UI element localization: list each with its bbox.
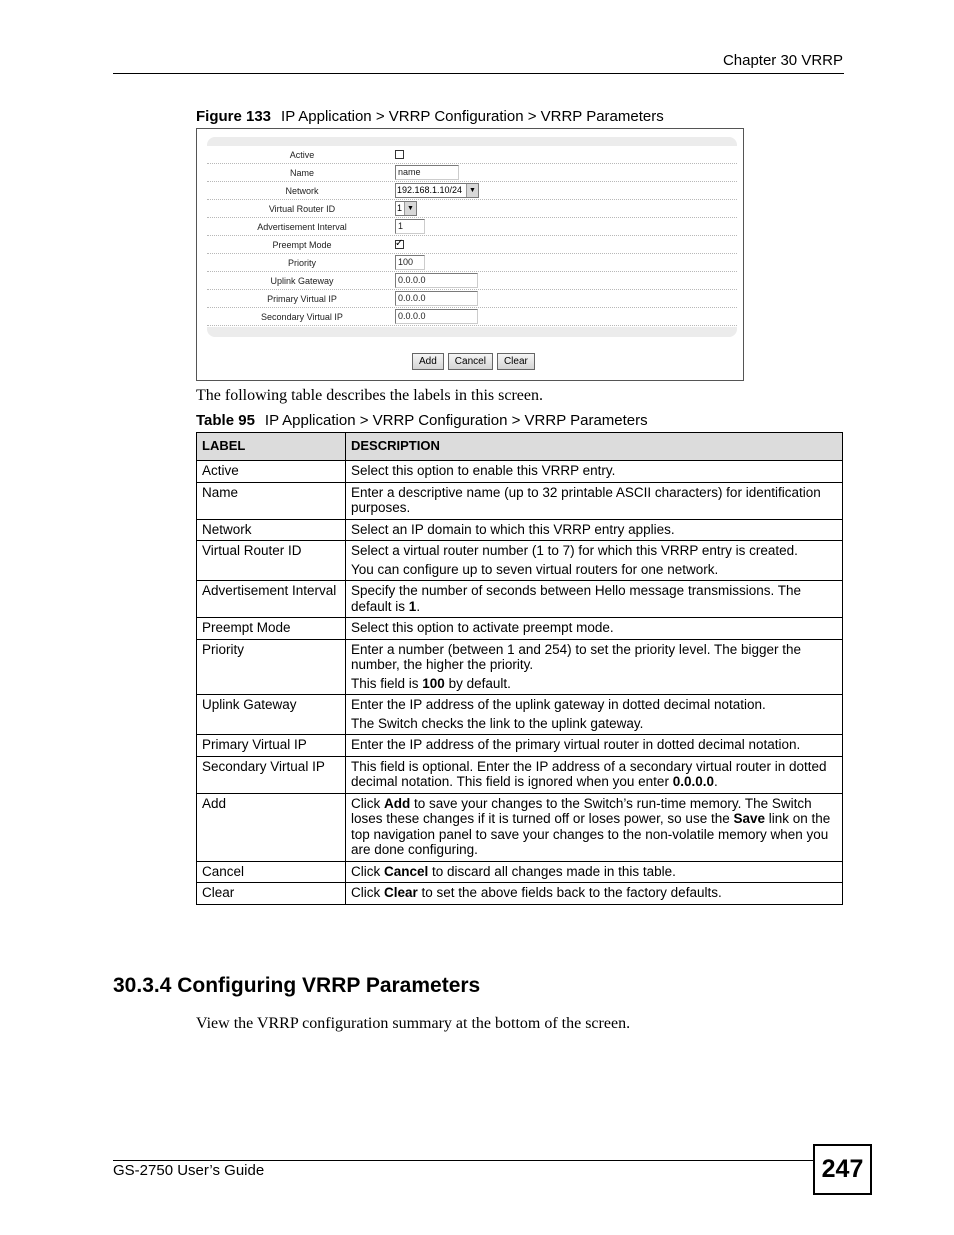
vrid-select[interactable] bbox=[395, 201, 417, 216]
desc-text: link on the top navigation panel to save your changes to the non-volatile memory when you are done configuring. bbox=[351, 811, 831, 857]
row-description: Select this option to activate preempt mode. bbox=[346, 618, 843, 640]
row-name bbox=[207, 164, 737, 182]
row-adv-interval bbox=[207, 218, 737, 236]
desc-text: . bbox=[713, 774, 718, 789]
page-number: 247 bbox=[813, 1144, 872, 1195]
row-description: Enter the IP address of the primary virtual router in dotted decimal notation. bbox=[346, 735, 843, 757]
row-label: Secondary Virtual IP bbox=[197, 756, 346, 793]
desc-text: Click bbox=[351, 885, 384, 900]
table-caption bbox=[196, 412, 648, 429]
row-label: Primary Virtual IP bbox=[197, 735, 346, 757]
desc-line: The Switch checks the link to the uplink gateway. bbox=[351, 715, 644, 731]
clear-button[interactable]: Clear bbox=[497, 353, 535, 370]
desc-text: Click bbox=[351, 795, 384, 811]
desc-text: This field is optional. Enter the IP address of a secondary virtual router in dotted decimal notation. This field is ignored when you enter bbox=[351, 758, 827, 789]
form-panel bbox=[207, 137, 737, 337]
desc-bold: Cancel bbox=[384, 863, 429, 879]
section-body: View the VRRP configuration summary at the bottom of the screen. bbox=[196, 1015, 631, 1032]
priority-input[interactable]: 100 bbox=[395, 255, 425, 270]
row-label: Name bbox=[197, 482, 346, 519]
desc-line: Enter the IP address of the uplink gateway in dotted decimal notation. bbox=[351, 697, 766, 712]
name-input[interactable]: name bbox=[395, 165, 459, 180]
vrid-label: Virtual Router ID bbox=[268, 204, 336, 214]
footer-rule bbox=[113, 1160, 813, 1161]
desc-bold: Add bbox=[384, 795, 411, 811]
row-label: Active bbox=[197, 461, 346, 483]
row-label: Advertisement Interval bbox=[197, 581, 346, 618]
adv-interval-input[interactable]: 1 bbox=[395, 219, 425, 234]
desc-line: You can configure up to seven virtual routers for one network. bbox=[351, 561, 719, 577]
row-description bbox=[346, 793, 843, 861]
table-row bbox=[197, 793, 843, 861]
desc-line: Enter a number (between 1 and 254) to set the priority level. The bigger the number, the higher the priority. bbox=[351, 641, 802, 672]
row-label: Network bbox=[197, 519, 346, 541]
row-active bbox=[207, 146, 737, 164]
desc-text: to set the above fields back to the factory defaults. bbox=[417, 885, 722, 900]
row-description bbox=[346, 861, 843, 883]
row-description bbox=[346, 541, 843, 581]
row-description bbox=[346, 883, 843, 905]
primary-vip-input[interactable]: 0.0.0.0 bbox=[395, 291, 478, 306]
desc-text: Click bbox=[351, 863, 384, 879]
row-priority bbox=[207, 254, 737, 272]
figure-caption bbox=[196, 108, 664, 125]
desc-bold: Clear bbox=[384, 885, 418, 900]
desc-bold: Save bbox=[733, 811, 766, 826]
row-label: Uplink Gateway bbox=[197, 695, 346, 735]
table-row bbox=[197, 482, 843, 519]
uplink-label: Uplink Gateway bbox=[270, 276, 334, 286]
chevron-down-icon: ▼ bbox=[466, 184, 478, 197]
adv-interval-label: Advertisement Interval bbox=[257, 222, 347, 232]
secondary-vip-input[interactable]: 0.0.0.0 bbox=[395, 309, 478, 324]
table-row bbox=[197, 735, 843, 757]
name-label: Name bbox=[289, 168, 314, 178]
intro-text: The following table describes the labels in this screen. bbox=[196, 387, 544, 404]
row-description bbox=[346, 639, 843, 695]
uplink-input[interactable]: 0.0.0.0 bbox=[395, 273, 478, 288]
primary-vip-label: Primary Virtual IP bbox=[267, 294, 337, 304]
table-row bbox=[197, 461, 843, 483]
row-description: Select this option to enable this VRRP entry. bbox=[346, 461, 843, 483]
form-body bbox=[207, 146, 737, 327]
row-description bbox=[346, 695, 843, 735]
cancel-button[interactable]: Cancel bbox=[448, 353, 493, 370]
row-label: Cancel bbox=[197, 861, 346, 883]
preempt-checkbox[interactable] bbox=[395, 240, 404, 249]
add-button[interactable]: Add bbox=[412, 353, 444, 370]
table-row bbox=[197, 581, 843, 618]
desc-text: This field is bbox=[351, 675, 423, 691]
table-row bbox=[197, 519, 843, 541]
chapter-header: Chapter 30 VRRP bbox=[722, 52, 843, 69]
desc-line bbox=[351, 676, 837, 692]
row-secondary-vip bbox=[207, 308, 737, 326]
desc-line: Select a virtual router number (1 to 7) for which this VRRP entry is created. bbox=[351, 543, 798, 558]
desc-text: Specify the number of seconds between Hello message transmissions. The default is bbox=[351, 583, 801, 614]
active-label: Active bbox=[289, 150, 315, 160]
vrid-select-value: 1 bbox=[397, 203, 403, 213]
table-header-row bbox=[197, 433, 843, 461]
desc-bold: 1 bbox=[408, 598, 417, 614]
table-row bbox=[197, 883, 843, 905]
desc-text: to save your changes to the Switch’s run-time memory. The Switch loses these changes if it is turned off or loses power, so use the bbox=[351, 795, 812, 826]
row-description bbox=[346, 756, 843, 793]
desc-bold: 0.0.0.0 bbox=[672, 774, 714, 789]
description-table bbox=[196, 432, 843, 905]
table-row bbox=[197, 541, 843, 581]
table-row bbox=[197, 756, 843, 793]
row-vrid bbox=[207, 200, 737, 218]
desc-text: by default. bbox=[444, 675, 511, 691]
table-row bbox=[197, 861, 843, 883]
row-description bbox=[346, 581, 843, 618]
table-row bbox=[197, 618, 843, 640]
desc-text: . bbox=[416, 598, 421, 614]
row-label: Preempt Mode bbox=[197, 618, 346, 640]
active-checkbox-wrap bbox=[395, 146, 404, 155]
row-label: Clear bbox=[197, 883, 346, 905]
figure-title: IP Application > VRRP Configuration > VRRP Parameters bbox=[281, 108, 664, 125]
row-uplink bbox=[207, 272, 737, 290]
header-label: LABEL bbox=[197, 433, 346, 461]
table-label: Table 95 bbox=[196, 412, 255, 429]
vrrp-parameters-screenshot bbox=[196, 128, 744, 381]
row-label: Add bbox=[197, 793, 346, 861]
table-title: IP Application > VRRP Configuration > VRRP Parameters bbox=[264, 412, 648, 429]
network-label: Network bbox=[285, 186, 319, 196]
button-bar bbox=[412, 353, 535, 370]
active-checkbox[interactable] bbox=[395, 150, 404, 159]
header-description: DESCRIPTION bbox=[346, 433, 843, 461]
footer-guide-name: GS-2750 User’s Guide bbox=[113, 1162, 265, 1179]
preempt-label: Preempt Mode bbox=[272, 240, 332, 250]
desc-bold: 100 bbox=[422, 675, 445, 691]
priority-label: Priority bbox=[287, 258, 316, 268]
row-label: Virtual Router ID bbox=[197, 541, 346, 581]
network-select[interactable] bbox=[395, 183, 479, 198]
table-row bbox=[197, 639, 843, 695]
figure-label: Figure 133 bbox=[196, 108, 272, 125]
row-preempt bbox=[207, 236, 737, 254]
row-primary-vip bbox=[207, 290, 737, 308]
section-title: 30.3.4 Configuring VRRP Parameters bbox=[113, 974, 481, 997]
row-network bbox=[207, 182, 737, 200]
chevron-down-icon: ▼ bbox=[404, 202, 416, 215]
row-label: Priority bbox=[197, 639, 346, 695]
desc-text: to discard all changes made in this table. bbox=[428, 863, 676, 879]
row-description: Enter a descriptive name (up to 32 printable ASCII characters) for identification purposes. bbox=[346, 482, 843, 519]
network-select-value: 192.168.1.10/24 bbox=[397, 185, 463, 195]
header-rule bbox=[113, 73, 844, 74]
row-description: Select an IP domain to which this VRRP entry applies. bbox=[346, 519, 843, 541]
secondary-vip-label: Secondary Virtual IP bbox=[261, 312, 343, 322]
table-row bbox=[197, 695, 843, 735]
